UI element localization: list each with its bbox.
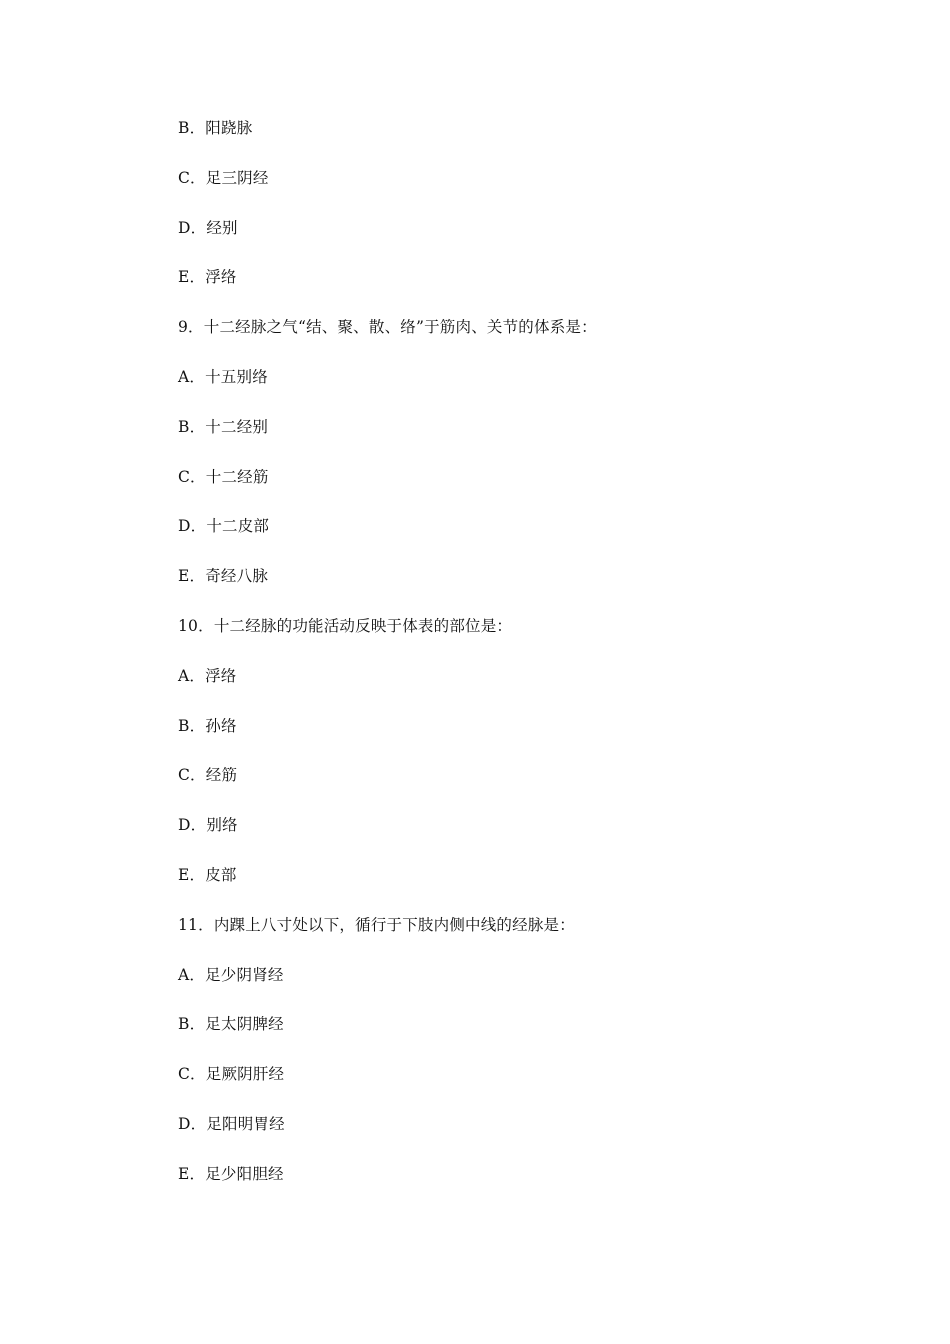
question-11: 11．内踝上八寸处以下，循行于下肢内侧中线的经脉是： <box>178 915 575 934</box>
option-10d: D．别络 <box>178 816 238 835</box>
option-9d: D．十二皮部 <box>178 517 270 536</box>
option-8c: C．足三阴经 <box>178 168 269 187</box>
option-11c: C．足厥阴肝经 <box>178 1065 285 1084</box>
option-8e: E．浮络 <box>178 268 237 287</box>
option-11e: E．足少阳胆经 <box>178 1164 284 1183</box>
option-10a: A．浮络 <box>178 666 237 685</box>
option-8b: B．阳跷脉 <box>178 119 253 137</box>
option-9e: E．奇经八脉 <box>178 567 269 586</box>
option-11a: A．足少阴肾经 <box>178 965 284 984</box>
option-11d: D．足阳明胃经 <box>178 1114 285 1133</box>
question-list <box>178 116 898 1212</box>
option-9a: A．十五别络 <box>178 367 268 386</box>
option-10c: C．经筋 <box>178 766 238 785</box>
option-10b: B．孙络 <box>178 716 237 735</box>
option-10e: E．皮部 <box>178 865 237 884</box>
option-8d: D．经别 <box>178 218 238 237</box>
option-9c: C．十二经筋 <box>178 467 269 486</box>
option-11b: B．足太阴脾经 <box>178 1015 284 1034</box>
question-10: 10．十二经脉的功能活动反映于体表的部位是： <box>178 616 513 635</box>
option-9b: B．十二经别 <box>178 417 269 436</box>
question-9: 9．十二经脉之气“结、聚、散、络”于筋肉、关节的体系是： <box>178 318 597 337</box>
